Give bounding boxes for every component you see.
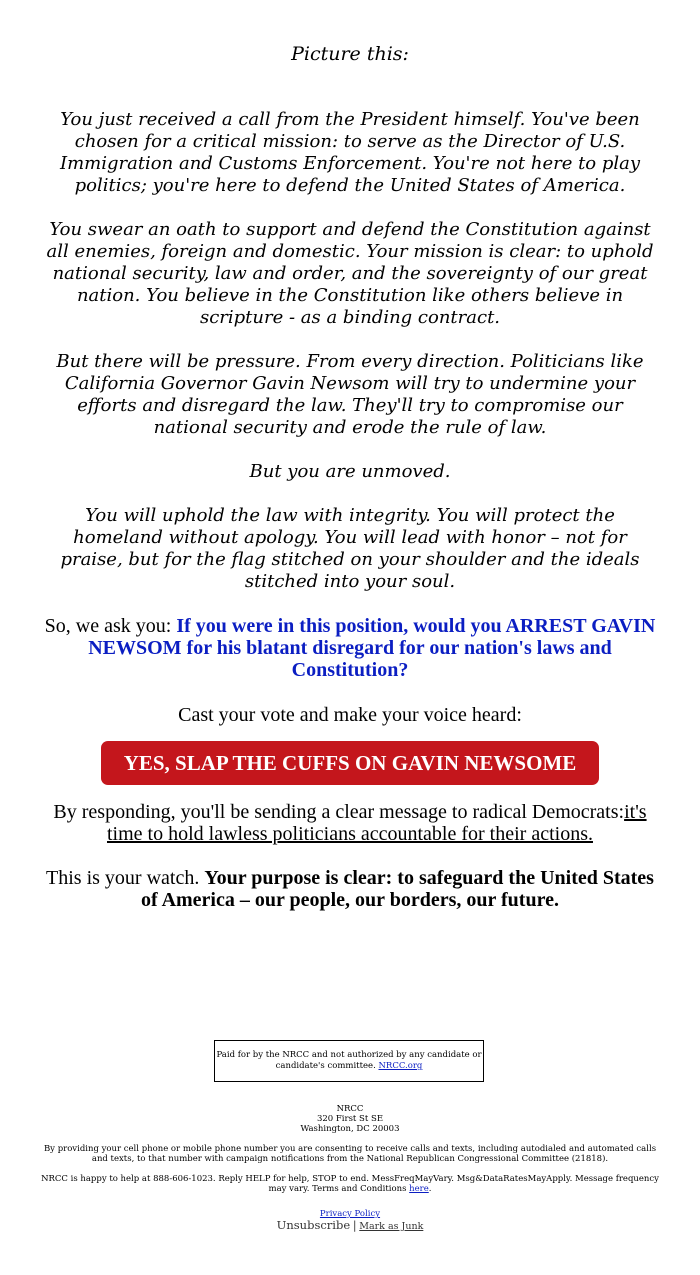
link-separator: |: [352, 1219, 357, 1232]
footer-help: NRCC is happy to help at 888-606-1023. Reply HELP for help, STOP to end. MessFreqMayVary. Msg&DataRatesMayApply. Message frequency may vary. Terms and Conditions here.: [41, 1174, 659, 1194]
footer-org: NRCC: [336, 1104, 364, 1114]
nrcc-link[interactable]: NRCC.org: [378, 1061, 423, 1071]
cast-vote-text: Cast your vote and make your voice heard:: [178, 704, 522, 726]
footer-links: [40, 1209, 660, 1233]
respond-prefix: By responding, you'll be sending a clear message to radical Democrats:: [53, 801, 625, 823]
intro-heading: Picture this:: [291, 43, 409, 65]
ask-question: [40, 615, 660, 681]
terms-link[interactable]: here: [409, 1184, 429, 1194]
email-body: [40, 0, 660, 911]
ask-prefix: So, we ask you:: [44, 615, 177, 637]
unsubscribe-link[interactable]: Unsubscribe: [276, 1218, 351, 1232]
paragraph-integrity: You will uphold the law with integrity. You will protect the homeland without apology. You will lead with honor – not for praise, but for the flag stitched on your shoulder and the ideals stitched into your soul.: [60, 505, 640, 592]
privacy-policy-link[interactable]: Privacy Policy: [319, 1209, 381, 1219]
watch-prefix: This is your watch.: [46, 867, 205, 889]
footer-address: [40, 1104, 660, 1134]
footer-street: 320 First St SE: [316, 1114, 384, 1124]
watch-text: [40, 867, 660, 911]
cta-container: [40, 741, 660, 785]
footer-city: Washington, DC 20003: [300, 1124, 400, 1134]
ask-highlight: If you were in this position, would you ARREST GAVIN NEWSOM for his blatant disregard for our nation's laws and Constitution?: [88, 615, 656, 681]
footer-help-text: NRCC is happy to help at 888-606-1023. Reply HELP for help, STOP to end. MessFreqMayVary. Msg&DataRatesMayApply. Message frequency may vary. Terms and Conditions: [41, 1174, 659, 1194]
paragraph-oath: You swear an oath to support and defend the Constitution against all enemies, foreign and domestic. Your mission is clear: to uphold national security, law and order, and the sovereignty of our great nation. You believe in the Constitution like others believe in scripture - as a binding contract.: [46, 219, 654, 328]
paid-for-disclaimer: [214, 1040, 484, 1082]
respond-text: [40, 801, 660, 845]
respond-underlined-link[interactable]: it's time to hold lawless politicians accountable for their actions.: [107, 801, 647, 845]
watch-bold: Your purpose is clear: to safeguard the United States of America – our people, our borders, our future.: [141, 867, 654, 911]
mark-as-junk-link[interactable]: Mark as Junk: [359, 1221, 424, 1232]
cta-button[interactable]: YES, SLAP THE CUFFS ON GAVIN NEWSOME: [101, 741, 599, 785]
paragraph-unmoved: But you are unmoved.: [249, 461, 451, 482]
footer-consent: By providing your cell phone or mobile phone number you are consenting to receive calls and texts, including autodialed and automated calls and texts, to that number with campaign notifications from the National Republican Congressional Committee (21818).: [43, 1144, 657, 1164]
paragraph-pressure: But there will be pressure. From every direction. Politicians like California Governor Gavin Newsom will try to undermine your efforts and disregard the law. They'll try to compromise our national security and erode the rule of law.: [56, 351, 644, 438]
paragraph-president-call: You just received a call from the President himself. You've been chosen for a critical mission: to serve as the Director of U.S. Immigration and Customs Enforcement. You're not here to play politics; you're here to defend the United States of America.: [59, 109, 641, 196]
disclaimer-text: Paid for by the NRCC and not authorized by any candidate or candidate's committee.: [216, 1050, 482, 1071]
